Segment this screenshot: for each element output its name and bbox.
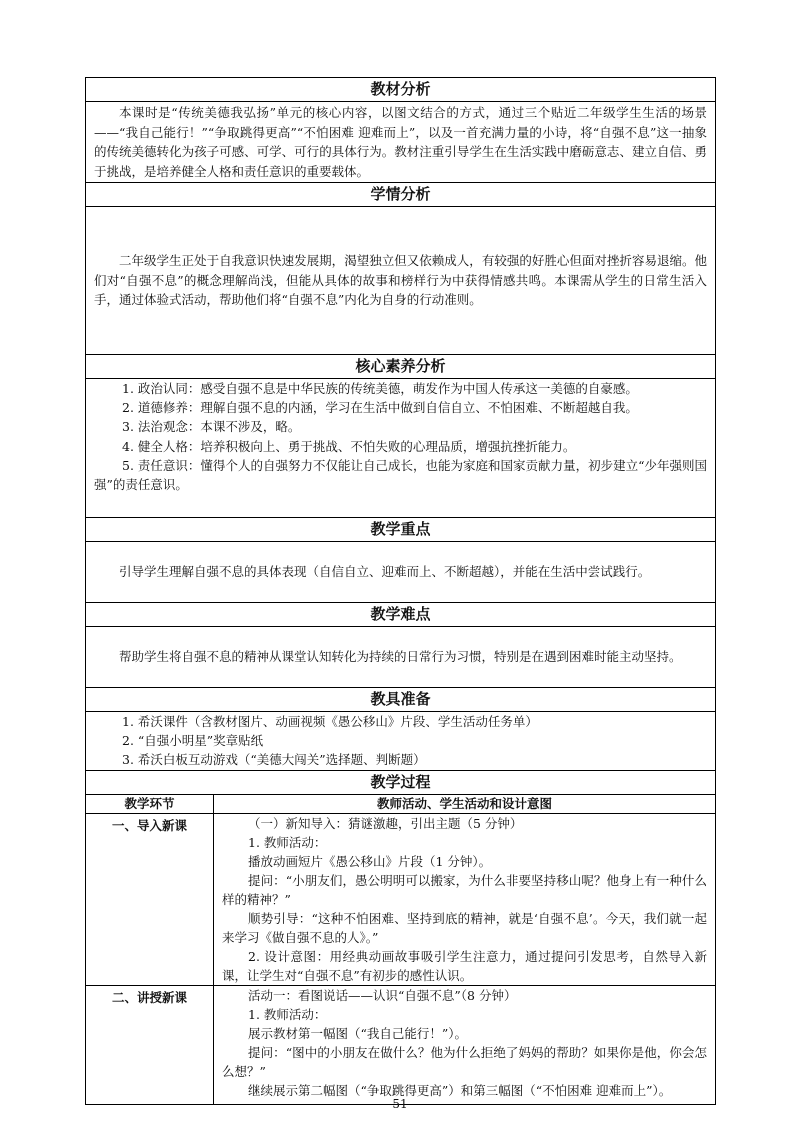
core-literacy-item-2: 2. 道德修养：理解自强不息的内涵，学习在生活中做到自信自立、不怕困难、不断超越自我。 (122, 400, 638, 416)
stage-2-line-4: 提问：“图中的小朋友在做什么？他为什么拒绝了妈妈的帮助？如果你是他，你会怎么想？” (222, 1044, 708, 1079)
section-title-student-analysis: 学情分析 (86, 183, 716, 207)
stage-2-name: 二、讲授新课 (86, 985, 214, 1104)
page-number: 51 (392, 1097, 408, 1111)
section-title-key-points: 教学重点 (86, 518, 716, 542)
stage-1-name: 一、导入新课 (86, 813, 214, 985)
column-header-stage: 教学环节 (86, 794, 214, 813)
column-header-activities: 教师活动、学生活动和设计意图 (214, 794, 716, 813)
core-literacy-item-5: 5. 责任意识：懂得个人的自强努力不仅能让自己成长，也能为家庭和国家贡献力量，初步建立“少年强则国强”的责任意识。 (94, 457, 708, 493)
section-title-difficult-points: 教学难点 (86, 603, 716, 627)
textbook-analysis-text: 本课时是“传统美德我弘扬”单元的核心内容，以图文结合的方式，通过三个贴近二年级学生生活的场景——“我自己能行！”“争取跳得更高”“不怕困难 迎难而上”，以及一首充满力量的小诗，将“自强不息”这一抽象的传统美德转化为孩子可感、可学、可行的具体行为。教材注重引导学生在生活实践中磨砺意志、建立自信、勇于挑战，是培养健全人格和责任意识的重要载体。 (94, 105, 708, 179)
stage-2-line-2: 1. 教师活动： (248, 1006, 327, 1022)
section-title-core-literacy: 核心素养分析 (86, 355, 716, 379)
stage-1-line-3: 播放动画短片《愚公移山》片段（1 分钟）。 (248, 853, 492, 869)
stage-2-line-5: 继续展示第二幅图（“争取跳得更高”）和第三幅图（“不怕困难 迎难而上”）。 (248, 1082, 672, 1098)
stage-2-line-3: 展示教材第一幅图（“我自己能行！”）。 (248, 1025, 468, 1041)
core-literacy-item-1: 1. 政治认同：感受自强不息是中华民族的传统美德，萌发作为中国人传承这一美德的自豪感。 (122, 381, 638, 396)
section-title-teaching-process: 教学过程 (86, 770, 716, 794)
key-points-text: 引导学生理解自强不息的具体表现（自信自立、迎难而上、不断超越），并能在生活中尝试践行。 (119, 564, 651, 580)
student-analysis-text: 二年级学生正处于自我意识快速发展期，渴望独立但又依赖成人，有较强的好胜心但面对挫折容易退缩。他们对“自强不息”的概念理解尚浅，但能从具体的故事和榜样行为中获得情感共鸣。本课需从学生的日常生活入手，通过体验式活动，帮助他们将“自强不息”内化为自身的行动准则。 (94, 253, 708, 308)
stage-1-line-5: 顺势引导：“这种不怕困难、坚持到底的精神，就是‘自强不息’。今天，我们就一起来学习《做自强不息的人》。” (222, 910, 708, 945)
stage-1-line-4: 提问：“小朋友们，愚公明明可以搬家，为什么非要坚持移山呢？他身上有一种什么样的精神？” (222, 872, 708, 907)
section-title-textbook-analysis: 教材分析 (86, 78, 716, 102)
materials-item-1: 1. 希沃课件（含教材图片、动画视频《愚公移山》片段、学生活动任务单） (122, 714, 538, 729)
difficult-points-text: 帮助学生将自强不息的精神从课堂认知转化为持续的日常行为习惯，特别是在遇到困难时能主动坚持。 (119, 649, 682, 665)
core-literacy-item-4: 4. 健全人格：培养积极向上、勇于挑战、不怕失败的心理品质，增强抗挫折能力。 (122, 438, 576, 454)
section-title-materials: 教具准备 (86, 688, 716, 712)
stage-2-line-1: 活动一：看图说话——认识“自强不息”（8 分钟） (248, 987, 517, 1003)
materials-item-2: 2. “自强小明星”奖章贴纸 (122, 733, 264, 749)
materials-item-3: 3. 希沃白板互动游戏（“美德大闯关”选择题、判断题） (122, 752, 426, 768)
stage-1-line-2: 1. 教师活动： (248, 834, 327, 850)
stage-1-line-1: （一）新知导入：猜谜激趣，引出主题（5 分钟） (248, 815, 523, 831)
lesson-plan-document (85, 77, 715, 1105)
core-literacy-item-3: 3. 法治观念：本课不涉及，略。 (122, 419, 301, 435)
lesson-plan-table (85, 77, 716, 1105)
stage-1-line-6: 2. 设计意图：用经典动画故事吸引学生注意力，通过提问引发思考，自然导入新课，让学生对“自强不息”有初步的感性认识。 (222, 948, 708, 983)
